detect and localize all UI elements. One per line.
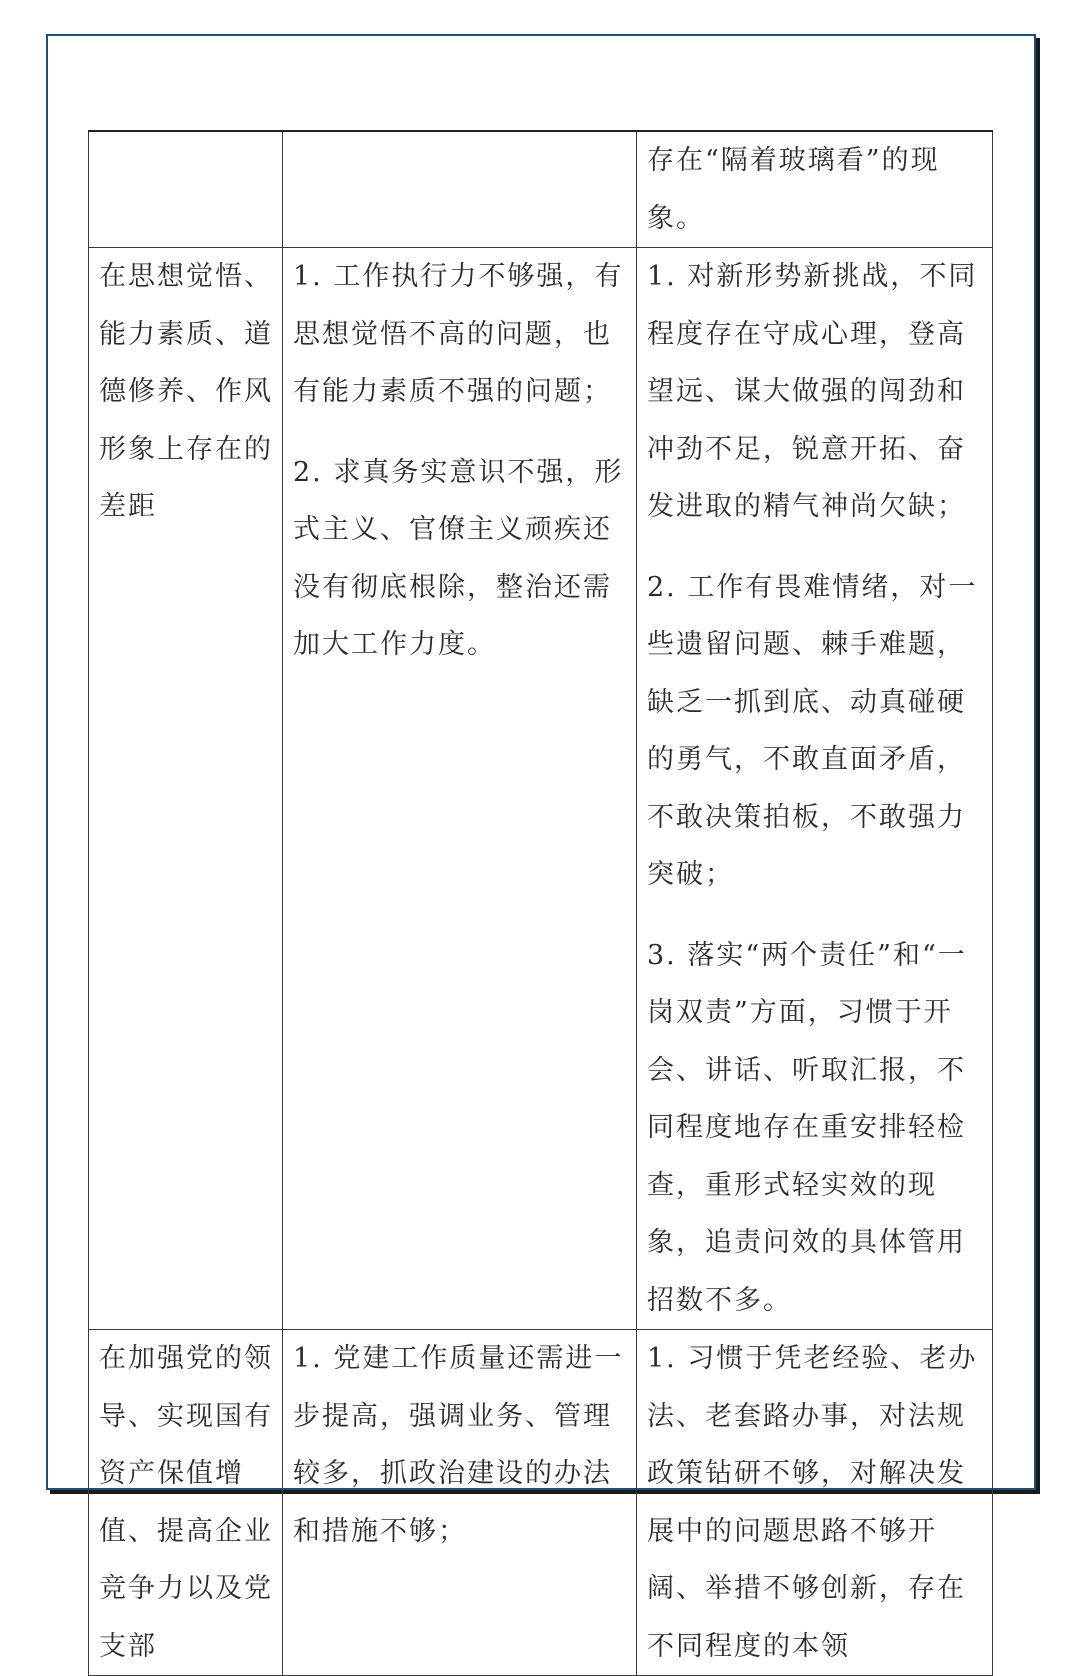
table-cell-details	[637, 248, 993, 1330]
table-row	[89, 1330, 993, 1676]
table-cell-category: 在思想觉悟、能力素质、道德修养、作风形象上存在的差距	[89, 248, 283, 1330]
comparison-table	[88, 130, 993, 1676]
cell-paragraph: 3. 落实“两个责任”和“一岗双责”方面，习惯于开会、讲话、听取汇报，不同程度地存在重安排轻检查，重形式轻实效的现象，追责问效的具体管用招数不多。	[647, 939, 967, 1316]
table-cell-category	[89, 131, 283, 248]
table-cell-category: 在加强党的领导、实现国有资产保值增值、提高企业竞争力以及党支部	[89, 1330, 283, 1676]
table-cell-problems	[283, 248, 637, 1330]
cell-paragraph: 1. 党建工作质量还需进一步提高，强调业务、管理较多，抓政治建设的办法和措施不够；	[293, 1343, 624, 1547]
table-cell-details	[637, 131, 993, 248]
table-cell-problems	[283, 1330, 637, 1676]
cell-paragraph: 2. 工作有畏难情绪，对一些遗留问题、棘手难题，缺乏一抓到底、动真碰硬的勇气，不敢直面矛盾，不敢决策拍板，不敢强力突破；	[647, 571, 978, 890]
table-row	[89, 131, 993, 248]
table-cell-problems	[283, 131, 637, 248]
cell-paragraph: 1. 工作执行力不够强，有思想觉悟不高的问题，也有能力素质不强的问题；	[293, 261, 624, 407]
table-row	[89, 248, 993, 1330]
cell-paragraph: 1. 习惯于凭老经验、老办法、老套路办事，对法规政策钻研不够，对解决发展中的问题思路不够开阔、举措不够创新，存在不同程度的本领	[647, 1343, 978, 1662]
cell-paragraph: 存在“隔着玻璃看”的现象。	[647, 145, 940, 234]
cell-paragraph: 2. 求真务实意识不强，形式主义、官僚主义顽疾还没有彻底根除，整治还需加大工作力度。	[293, 456, 624, 660]
cell-paragraph: 1. 对新形势新挑战，不同程度存在守成心理，登高望远、谋大做强的闯劲和冲劲不足，锐意开拓、奋发进取的精气神尚欠缺；	[647, 261, 978, 522]
table-cell-details	[637, 1330, 993, 1676]
